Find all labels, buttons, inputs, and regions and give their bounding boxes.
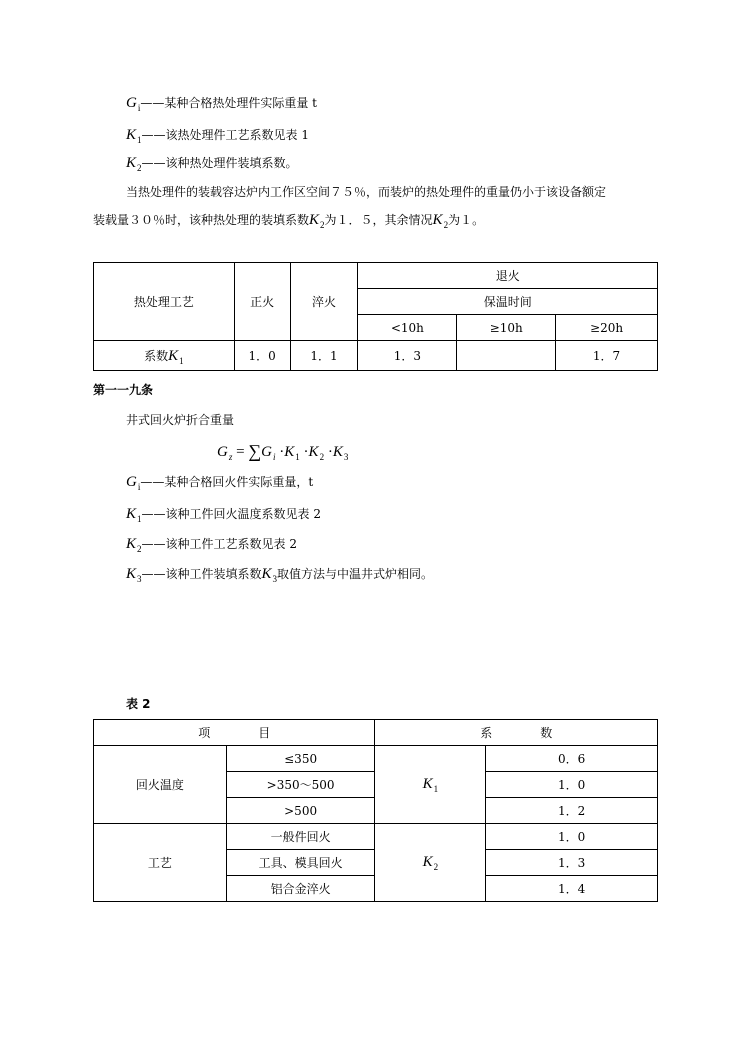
- temp-val: 1．2: [486, 798, 658, 824]
- table-2-title: 表 2: [126, 697, 151, 711]
- var-k: K: [168, 347, 179, 364]
- sub-i: i: [137, 482, 141, 492]
- sub-3: 3: [137, 574, 142, 584]
- def-k2-2: [126, 536, 297, 553]
- def-gi: [126, 95, 317, 112]
- var-k: K: [432, 212, 443, 228]
- var-g: G: [126, 95, 137, 111]
- sub-2: 2: [443, 220, 449, 230]
- var-k: K: [309, 212, 320, 228]
- head-item: 项 目: [94, 720, 375, 746]
- para-text: 为１．５，其余情况: [324, 213, 433, 227]
- var-g: G: [126, 474, 137, 490]
- sub-1: 1: [137, 135, 142, 145]
- sub-1: 1: [433, 784, 439, 794]
- def-text: ——某种合格回火件实际重量，t: [140, 475, 314, 489]
- col-quench: 淬火: [290, 263, 358, 341]
- para-text: 为１。: [448, 213, 485, 227]
- def-text: ——该种工件装填系数: [141, 567, 262, 581]
- process-row: 工具、模具回火: [226, 850, 375, 876]
- def-k2: [126, 155, 298, 172]
- var-k: K: [126, 536, 137, 552]
- temp-row: >500: [226, 798, 375, 824]
- sub-ge10: ≥10h: [457, 315, 556, 341]
- val-ge10: [457, 341, 556, 371]
- process-val: 1．4: [486, 876, 658, 902]
- group-temp-label: 回火温度: [94, 746, 227, 824]
- sub-z: z: [228, 452, 233, 462]
- def-gi-2: [126, 474, 313, 491]
- sub-3: 3: [272, 574, 278, 584]
- sub-2: 2: [433, 862, 439, 872]
- dot-operator: ·: [303, 444, 309, 460]
- def-text: ——该种工件工艺系数见表 2: [141, 537, 297, 551]
- var-k: K: [332, 444, 343, 460]
- sum-symbol: ∑: [248, 441, 262, 461]
- sub-2: 2: [320, 220, 325, 230]
- var-k: K: [126, 506, 137, 522]
- dot-operator: ·: [279, 444, 285, 460]
- def-k1-2: [126, 506, 321, 523]
- sub-i: i: [273, 452, 276, 462]
- var-k: K: [284, 444, 295, 460]
- val-lt10: 1．3: [358, 341, 457, 371]
- process-row: 一般件回火: [226, 824, 375, 850]
- col-anneal: 退火: [358, 263, 658, 289]
- sub-1: 1: [137, 514, 142, 524]
- group-process-label: 工艺: [94, 824, 227, 902]
- row-label-text: 系数: [144, 348, 169, 363]
- def-k3: [126, 566, 433, 583]
- col-normalize: 正火: [234, 263, 290, 341]
- var-g: G: [261, 444, 273, 460]
- dot-operator: ·: [327, 444, 333, 460]
- temp-val: 0．6: [486, 746, 658, 772]
- head-coef: 系 数: [375, 720, 658, 746]
- temp-row: >350～500: [226, 772, 375, 798]
- table-2: [93, 719, 658, 902]
- def-text: ——该热处理件工艺系数见表 1: [141, 128, 309, 142]
- sub-ge20: ≥20h: [556, 315, 658, 341]
- var-k: K: [126, 155, 137, 171]
- var-k: K: [422, 854, 433, 870]
- sub-1: 1: [295, 452, 300, 462]
- para-line-1: 当热处理件的装载容达炉内工作区空间７５％，而装炉的热处理件的重量仍小于该设备额定: [126, 185, 607, 199]
- equals-sign: =: [236, 444, 245, 460]
- var-k: K: [308, 444, 319, 460]
- def-text: ——某种合格热处理件实际重量 t: [140, 96, 317, 110]
- process-row: 铝合金淬火: [226, 876, 375, 902]
- sub-2: 2: [137, 163, 142, 173]
- col-process: 热处理工艺: [94, 263, 235, 341]
- sub-lt10: <10h: [358, 315, 457, 341]
- intro-text: 井式回火炉折合重量: [126, 413, 235, 427]
- col-hold-time: 保温时间: [358, 289, 658, 315]
- var-k: K: [422, 776, 433, 792]
- row-label: [94, 341, 235, 371]
- def-text: ——该种热处理件装填系数。: [141, 156, 298, 170]
- var-g: G: [217, 444, 228, 460]
- def-text: ——该种工件回火温度系数见表 2: [141, 507, 321, 521]
- var-k: K: [126, 566, 137, 582]
- temp-row: ≤350: [226, 746, 375, 772]
- table-1: [93, 262, 658, 371]
- heading-article-119: 第一一九条: [93, 383, 154, 397]
- formula: [217, 440, 348, 461]
- process-val: 1．3: [486, 850, 658, 876]
- process-val: 1．0: [486, 824, 658, 850]
- val-quench: 1．1: [290, 341, 358, 371]
- coef-k2: [375, 824, 486, 902]
- sub-i: i: [137, 103, 141, 113]
- sub-1: 1: [179, 355, 184, 366]
- var-k: K: [126, 127, 137, 143]
- val-ge20: 1．7: [556, 341, 658, 371]
- sub-3: 3: [343, 452, 349, 462]
- def-text: 取值方法与中温井式炉相同。: [277, 567, 434, 581]
- var-k: K: [261, 566, 272, 582]
- val-normalize: 1．0: [234, 341, 290, 371]
- def-k1: [126, 127, 309, 144]
- sub-2: 2: [137, 544, 142, 554]
- para-line-2: [93, 212, 484, 229]
- coef-k1: [375, 746, 486, 824]
- temp-val: 1．0: [486, 772, 658, 798]
- para-text: 装载量３０％时，该种热处理的装填系数: [93, 213, 310, 227]
- sub-2: 2: [319, 452, 325, 462]
